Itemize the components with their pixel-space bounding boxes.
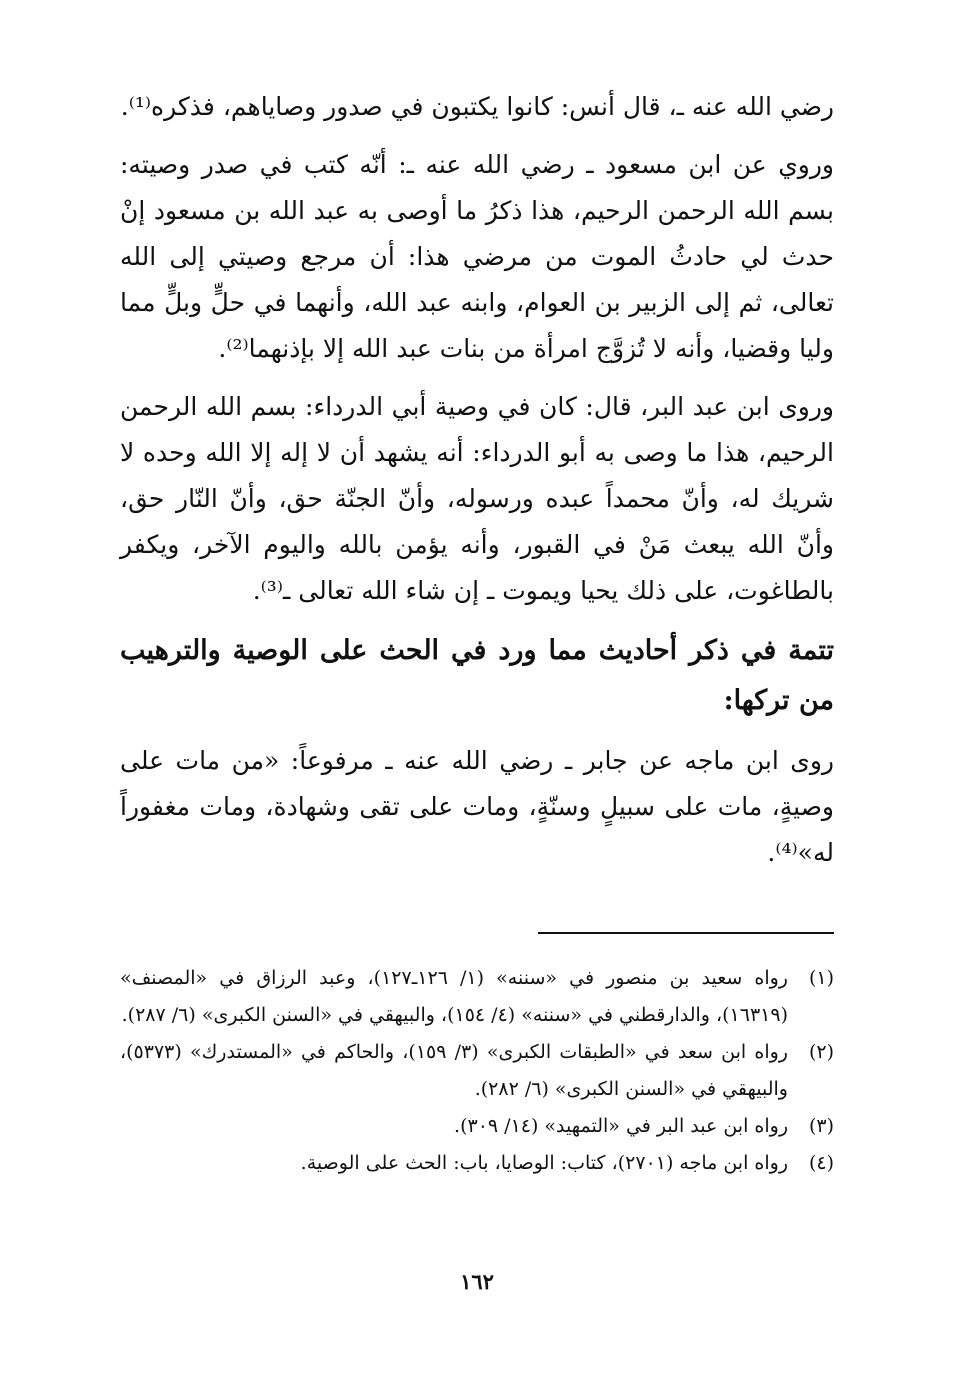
paragraph-3: وروى ابن عبد البر، قال: كان في وصية أبي الدرداء: بسم الله الرحمن الرحيم، هذا ما وصى به أبو الدرداء: أنه يشهد أن لا إله إلا الله وحده لا شريك له، وأنّ محمداً عبده ورسوله، وأنّ الجنّة حق، وأنّ النّار حق، وأنّ الله يبعث مَنْ في القبور، وأنه يؤمن بالله واليوم الآخر، ويكفر بالطاغوت، على ذلك يحيا ويموت ـ إن شاء الله تعالى ـ⁽³⁾. — [120, 392, 834, 605]
footnote-text: رواه ابن سعد في «الطبقات الكبرى» (٣/ ١٥٩)، والحاكم في «المستدرك» (٥٣٧٣)، والبيهقي في «السنن الكبرى» (٦/ ٢٨٢). — [120, 1041, 788, 1100]
footnote-divider — [538, 932, 834, 934]
footnote-text: رواه ابن ماجه (٢٧٠١)، كتاب: الوصايا، باب: الحث على الوصية. — [300, 1152, 788, 1174]
footnote-text: رواه ابن عبد البر في «التمهيد» (١٤/ ٣٠٩). — [454, 1115, 788, 1137]
footnote-4 — [120, 1145, 834, 1182]
footnote-number: (٣) — [808, 1115, 834, 1137]
footnote-text: رواه سعيد بن منصور في «سننه» (١/ ١٢٦ـ١٢٧)، وعبد الرزاق في «المصنف» (١٦٣١٩)، والدارقطني في «سننه» (٤/ ١٥٤)، والبيهقي في «السنن الكبرى» (٦/ ٢٨٧). — [120, 967, 788, 1026]
footnote-3 — [120, 1108, 834, 1145]
page-body — [120, 84, 834, 1294]
paragraph-2: وروي عن ابن مسعود ـ رضي الله عنه ـ: أنّه كتب في صدر وصيته: بسم الله الرحمن الرحيم، هذا ذكرُ ما أوصى به عبد الله بن مسعود إنْ حدث لي حادثُ الموت من مرضي هذا: أن مرجع وصيتي إلى الله تعالى، ثم إلى الزبير بن العوام، وابنه عبد الله، وأنهما في حلٍّ وبلٍّ مما وليا وقضيا، وأنه لا تُزوَّج امرأة من بنات عبد الله إلا بإذنهما⁽²⁾. — [120, 150, 834, 363]
page-number: ١٦٢ — [460, 1269, 494, 1294]
paragraph-1: رضي الله عنه ـ، قال أنس: كانوا يكتبون في صدور وصاياهم، فذكره⁽¹⁾. — [120, 92, 834, 121]
footnotes — [120, 960, 834, 1182]
footnote-number: (١) — [808, 967, 834, 989]
footnote-number: (٤) — [808, 1152, 834, 1174]
footnote-number: (٢) — [808, 1041, 834, 1063]
footnote-2 — [120, 1034, 834, 1108]
footnote-1 — [120, 960, 834, 1034]
paragraph-4: روى ابن ماجه عن جابر ـ رضي الله عنه ـ مرفوعاً: «من مات على وصيةٍ، مات على سبيلٍ وسنّةٍ، ومات على تقى وشهادة، ومات مغفوراً له»⁽⁴⁾. — [120, 746, 834, 867]
section-heading: تتمة في ذكر أحاديث مما ورد في الحث على الوصية والترهيب من تركها: — [120, 635, 834, 716]
